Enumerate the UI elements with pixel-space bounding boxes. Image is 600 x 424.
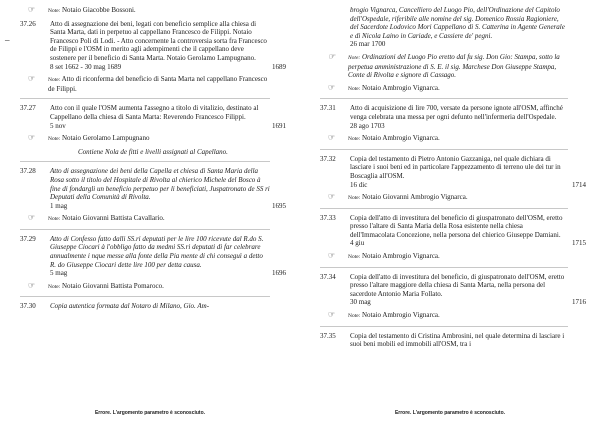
divider [320, 208, 568, 209]
note-text: Notaio Gerolamo Lampugnano [61, 134, 150, 143]
entry-date: 1 mag [50, 201, 68, 210]
entry-dateline [350, 180, 586, 190]
entry-date: 5 nov [50, 121, 66, 130]
note-label: Note: [48, 8, 61, 14]
note-text: Notaio Giovanni Battista Pomaroco. [61, 281, 164, 290]
note-label: Note: [348, 54, 361, 61]
pointing-hand-icon: ☞ [28, 5, 36, 14]
entry-note [320, 193, 568, 203]
entry-note [20, 282, 270, 292]
entry-dateline [50, 201, 286, 211]
pointing-hand-icon: ☞ [328, 82, 336, 92]
entry-37-30 [20, 302, 270, 311]
entry-number: 37.26 [20, 19, 36, 28]
divider [320, 326, 568, 327]
entry-dateline [350, 298, 586, 307]
entry-date: 30 mag [350, 298, 371, 307]
note-label: Note: [348, 136, 361, 143]
entry-note [320, 252, 568, 262]
pointing-hand-icon: ☞ [328, 310, 336, 320]
note-text: Notaio Ambrogio Vignarca. [361, 83, 440, 92]
entry-number: 37.33 [320, 213, 336, 222]
entry-37-27 [20, 104, 286, 130]
entry-text: Copia del testamento di Pietro Antonio Gazzaniga, nel quale dichiara di lasciare i suoi beni ed in particolare l'appezzamento di terreno ule dei tur in Boscaglia all'OSM. [350, 154, 561, 180]
entry-dateline [50, 269, 286, 278]
entry-text: Atto di assegnazione dei beni, legati con beneficio semplice alla chiesa di Santa Marta, dati in perpetuo al cappellano Francesco de Filippi. Notaio Francesco Poli di Lodi. - Atto concernente la controversia sorta fra Francesco de Filippi e l'OSM in merito agli adempimenti che il cappellano deve sostenere per il beneficio di Santa Marta. Notaio Gerolamo Lampugnano. [50, 19, 267, 62]
note-label: Note: [48, 77, 61, 84]
entry-dateline [50, 62, 286, 72]
note-label: Note: [348, 85, 361, 92]
note-text: Notaio Giovanni Ambrogio Vignarca. [361, 193, 468, 202]
entry-text: Atto di acquisizione di lire 700, versate da persone ignote all'OSM, affinché venga celebrata una messa per ogni defunto nell'infermeria dell'Ospedale. [350, 104, 563, 121]
entry-year: 1715 [572, 239, 586, 248]
entry-37-26 [20, 19, 286, 72]
entry-dateline [350, 239, 586, 248]
entry-note [20, 214, 270, 224]
top-note [20, 6, 270, 16]
entry-number: 37.28 [20, 167, 36, 176]
entry-37-35 [320, 332, 568, 349]
entry-text: Atto di Confesso fatto dalli SS.ri deputati per le lire 100 ricevute dal R.do S. Giuseppe Ciocari à l'obbligo fatto da medmi SS.ri deputati di far celebrare annualmente i nque messe alla fonte della Pia mente di chi conseguì a detto R. do Giuseppe Ciocari dette lire 100 per detta causa. [50, 234, 264, 269]
entry-date: 28 ago 1703 [350, 121, 385, 130]
divider [320, 149, 568, 150]
right-column [320, 6, 586, 353]
pointing-hand-icon: ☞ [28, 280, 36, 290]
note-text: Notaio Giovanni Battista Cavallario. [61, 214, 165, 223]
entry-text: brogio Vignarca, Cancelliero del Luogo Pio, dell'Ordinazione del Capitolo dell'Ospedale, riferibile alle nomine del sig. Domenico Rossia Ragioniere, del Sacerdote Lodovico Mori Cappellano di S. Catterina in Agente Generale e di Nicola Laino in Cariade, e Cassiere de' pegni. [350, 6, 565, 40]
entry-37-30-continued [320, 6, 568, 49]
entry-number: 37.27 [20, 104, 36, 113]
entry-37-33 [320, 213, 586, 248]
pointing-hand-icon: ☞ [28, 213, 36, 223]
divider [20, 229, 270, 230]
entry-text: Atto di assegnazione dei beni della Capella et chiesa di Santa Maria della Rosa sotto il titolo del Hospitale di Rivolta al chierico Michele del Bosco à fine di fondargli un beneficio perpetuo per li beneficiati, Juspatronato de SS ri Deputati della Comunità di Rivolta. [50, 167, 270, 202]
margin-dash: _ [5, 32, 10, 42]
entry-dateline [350, 122, 568, 131]
note-label: Note: [348, 254, 361, 261]
entry-37-32 [320, 154, 586, 189]
entry-date: 8 set 1662 - 30 mag 1689 [50, 62, 122, 71]
entry-37-34 [320, 272, 586, 307]
entry-37-28 [20, 167, 286, 210]
entry-note [320, 134, 568, 144]
entry-text: Copia dell'atto di investitura del beneficio, di giuspatronato dell'OSM, eretto presso l'altare maggiore della chiesa di Santa Marta, nella persona del sacerdote Antonio Maria Follato. [350, 272, 565, 298]
entry-note [20, 134, 270, 144]
pointing-hand-icon: ☞ [328, 192, 336, 202]
entry-number: 37.34 [320, 272, 336, 281]
left-column [20, 5, 286, 315]
page-footer: Errore. L'argomento parametro è sconosciuto. [94, 410, 206, 416]
entry-year: 1716 [572, 298, 586, 307]
note-label: Note: [48, 136, 61, 143]
pointing-hand-icon: ☞ [328, 251, 336, 261]
right-page [300, 0, 600, 424]
note-text: Notaio Giacobbe Bossoni. [61, 6, 136, 14]
entry-number: 37.35 [320, 331, 336, 340]
entry-number: 37.32 [320, 154, 336, 163]
pointing-hand-icon: ☞ [28, 74, 36, 84]
note-label: Note: [48, 283, 61, 290]
entry-date: 26 mar 1700 [350, 40, 386, 49]
divider [20, 161, 270, 162]
entry-note [320, 53, 568, 80]
divider [320, 267, 568, 268]
entry-37-29 [20, 234, 286, 278]
entry-year: 1691 [272, 121, 286, 130]
note-label: Note: [348, 313, 361, 320]
page-footer: Errore. L'argomento parametro è sconosciuto. [394, 410, 506, 416]
divider [20, 98, 270, 99]
entry-number: 37.31 [320, 104, 336, 113]
entry-note [20, 75, 270, 93]
entry-dateline [350, 40, 568, 49]
entry-text: Copia autentica formata dal Notaro di Milano, Gio. Am- [50, 302, 210, 311]
entry-note [320, 84, 568, 94]
pointing-hand-icon: ☞ [328, 51, 336, 61]
note-text: Notaio Ambrogio Vignarca. [361, 311, 440, 320]
entry-date: 16 dic [350, 180, 368, 189]
entry-note-continuation: Contiene Nola de fitti e livelli assignati al Capellano. [78, 147, 228, 156]
entry-text: Copia del testamento di Cristina Ambrosini, nel quale determina di lasciare i suoi beni mobili ed immobili all'OSM, tra i [350, 331, 565, 349]
note-label: Note: [348, 195, 361, 202]
entry-year: 1696 [272, 269, 286, 278]
entry-number: 37.29 [20, 234, 36, 243]
divider [20, 296, 270, 297]
note-text: Atto di riconferma del beneficio di Santa Marta nel cappellano Francesco de Filippi. [48, 75, 268, 93]
entry-date: 4 giu [350, 239, 365, 248]
entry-year: 1714 [572, 180, 586, 189]
entry-year: 1695 [272, 201, 286, 210]
pointing-hand-icon: ☞ [28, 133, 36, 143]
entry-text: Atto con il quale l'OSM aumenta l'assegno a titolo di vitalizio, destinato al Cappellano della chiesa di Santa Marta: Reverendo Francesco Filippi. [50, 104, 259, 121]
pointing-hand-icon: ☞ [328, 133, 336, 143]
note-text: Ordinazioni del Luogo Pio eretto dal fu sig. Don Gio: Stampa, sotto la perpetua amministrazione di S. E. il sig. Marchese Don Giuseppe Stampa, Conte di Rivolta e signore di Cassago. [348, 52, 560, 80]
entry-37-31 [320, 104, 568, 130]
entry-note [320, 311, 568, 321]
note-text: Notaio Ambrogio Vignarca. [361, 252, 440, 261]
note-text: Notaio Ambrogio Vignarca. [361, 134, 440, 143]
divider [320, 98, 568, 99]
entry-year: 1689 [272, 62, 286, 71]
note-label: Note: [48, 216, 61, 223]
entry-dateline [50, 121, 286, 131]
entry-number: 37.30 [20, 302, 36, 311]
entry-text: Copia dell'atto di investitura del beneficio di giuspatronato dell'OSM, eretto presso l'altare di Santa Maria della Rosa esistente nella chiesa dell'Immacolata Concezione, nella persona del chierico Giuseppe Damiani. [350, 213, 563, 239]
entry-date: 5 mag [50, 269, 68, 278]
